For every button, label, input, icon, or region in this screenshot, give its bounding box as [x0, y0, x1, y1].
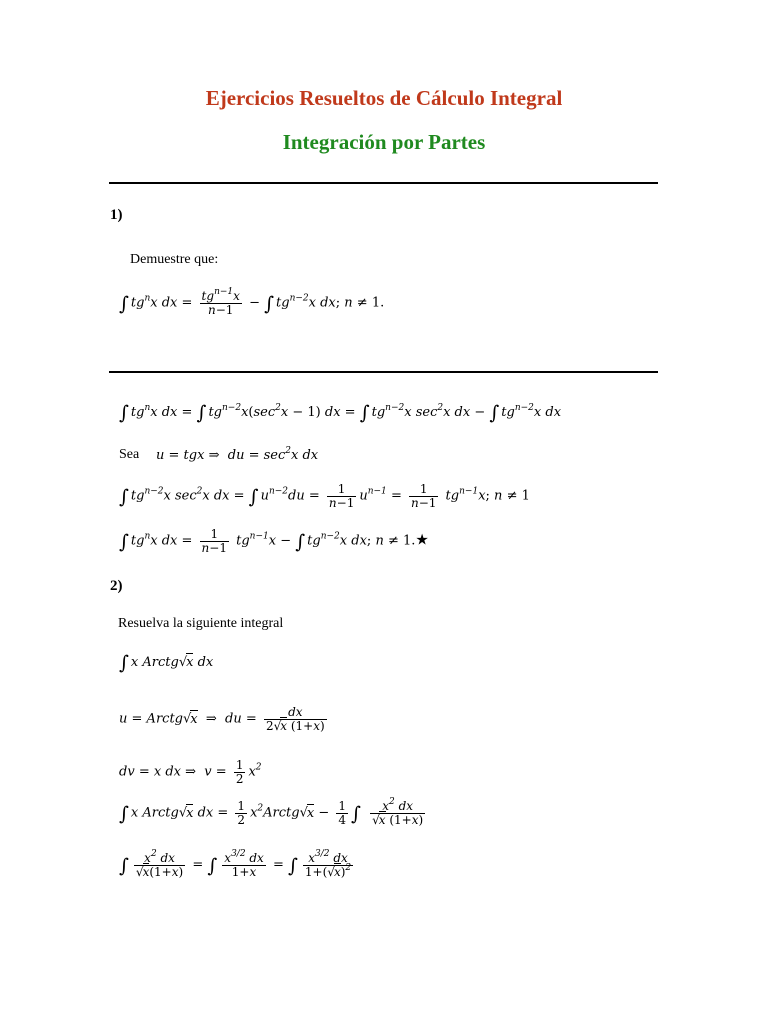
exercise-1-prompt: Demuestre que:	[130, 252, 219, 267]
exercise-1-result: ∫ $tg^nx$ dx = $\frac{1}{n-1}$ $tg^{n-1}x$ − ∫ $tg^{n-2}x$ dx; n ≠ 1.★	[119, 527, 429, 555]
exercise-2-prompt: Resuelva la siguiente integral	[118, 616, 284, 631]
exercise-2-integral: ∫ x Arctg√x dx	[119, 652, 214, 674]
exercise-2-u-def: u = Arctg√x ⇒ du = $\frac{dx}{2√x (1+x)}$	[119, 705, 325, 733]
exercise-2-number: 2)	[110, 578, 123, 594]
star-icon: ★	[415, 530, 429, 549]
exercise-2-rewrite: ∫ $\frac{x^2 dx}{√x(1+x)}$ = ∫ $\frac{x^{3/2} dx}{1+x}$ = ∫ $\frac{x^{3/2} dx}{1+(√x)^2}$	[119, 849, 352, 879]
exercise-2-parts: ∫ x Arctg√x dx = $\frac{1}{2}$ $x^2Arctg√x$ − $\frac{1}{4}$ ∫ $\frac{x^2 dx}{√x (1+x)}$	[119, 797, 424, 827]
exercise-1-step-1: ∫ $tg^nx$ dx = ∫ $tg^{n-2}x(\sec^2x - 1)$ dx = ∫ $tg^{n-2}x$ $\sec^2x$ dx − ∫ $tg^{n-2}x$ dx	[119, 402, 562, 424]
exercise-1-step-2: ∫ $tg^{n-2}x$ $\sec^2x$ dx = ∫ $u^{n-2}du$ = $\frac{1}{n-1}$ $u^{n-1}$ = $\frac{1}{n-1}$ $tg^{n-1}x$; n ≠ 1	[119, 482, 530, 510]
exercise-2-dv-def: dv = x dx ⇒ v = $\frac{1}{2}$ $x^2$	[119, 758, 262, 786]
divider	[109, 371, 658, 373]
page-subtitle: Integración por Partes	[282, 130, 486, 154]
divider	[109, 182, 658, 184]
sea-label: Sea	[119, 447, 140, 462]
page-title: Ejercicios Resueltos de Cálculo Integral	[205, 86, 563, 110]
exercise-1-number: 1)	[110, 207, 123, 223]
exercise-1-statement: ∫ $tg^nx$ dx = $\frac{tg^{n-1}x}{n-1}$ − ∫ $tg^{n-2}x$ dx; n ≠ 1.	[119, 287, 385, 317]
exercise-1-substitution: u = tgx ⇒ du = $\sec^2x$ dx	[156, 446, 319, 463]
